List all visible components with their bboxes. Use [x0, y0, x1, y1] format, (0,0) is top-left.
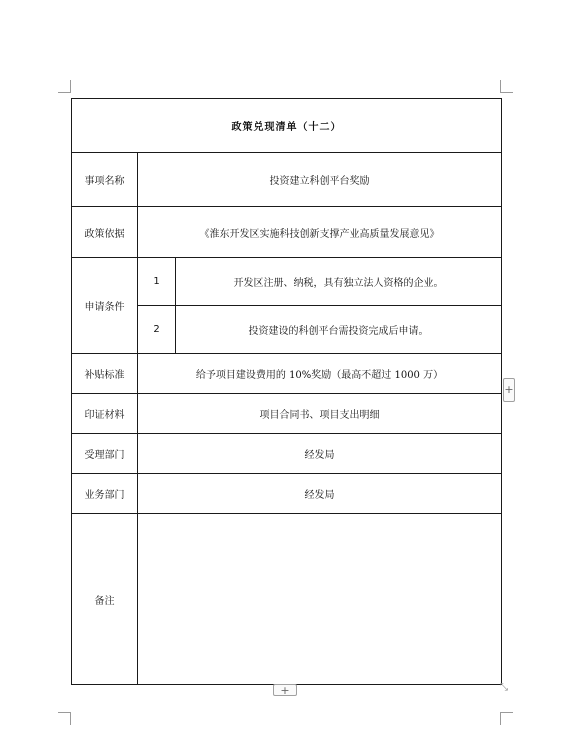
table-row [72, 258, 502, 306]
row-label-accept-dept[interactable]: 受理部门 [72, 434, 138, 474]
crop-mark-top-right [500, 80, 513, 93]
add-row-button[interactable] [273, 684, 297, 696]
table-row [72, 434, 502, 474]
row-label-evidence[interactable]: 印证材料 [72, 394, 138, 434]
condition-text[interactable]: 开发区注册、纳税，具有独立法人资格的企业。 [176, 258, 502, 306]
add-column-button[interactable] [503, 378, 515, 402]
table-row [72, 514, 502, 685]
table-row [72, 153, 502, 207]
table-row [72, 474, 502, 514]
row-label-subsidy[interactable]: 补贴标准 [72, 354, 138, 394]
row-label-item-name[interactable]: 事项名称 [72, 153, 138, 207]
item-name-value[interactable]: 投资建立科创平台奖励 [138, 153, 502, 207]
crop-mark-top-left [58, 80, 71, 93]
row-label-remarks[interactable]: 备注 [72, 514, 138, 685]
remarks-value[interactable] [138, 514, 502, 685]
subsidy-value[interactable]: 给予项目建设费用的 10%奖励（最高不超过 1000 万） [138, 354, 502, 394]
accept-dept-value[interactable]: 经发局 [138, 434, 502, 474]
business-dept-value[interactable]: 经发局 [138, 474, 502, 514]
row-label-policy-basis[interactable]: 政策依据 [72, 207, 138, 258]
condition-text[interactable]: 投资建设的科创平台需投资完成后申请。 [176, 306, 502, 354]
crop-mark-bottom-left [58, 712, 71, 725]
table-row [72, 99, 502, 153]
evidence-value[interactable]: 项目合同书、项目支出明细 [138, 394, 502, 434]
crop-mark-bottom-right [500, 712, 513, 725]
table-row [72, 394, 502, 434]
table-title[interactable]: 政策兑现清单（十二） [72, 99, 502, 153]
table-row [72, 354, 502, 394]
row-label-conditions[interactable]: 申请条件 [72, 258, 138, 354]
table-resize-handle[interactable] [500, 682, 514, 696]
resize-diagonal-icon: ⤡ [500, 682, 508, 693]
plus-icon: + [504, 383, 514, 396]
condition-number[interactable]: 1 [138, 258, 176, 306]
plus-icon: + [280, 684, 290, 697]
condition-number[interactable]: 2 [138, 306, 176, 354]
row-label-business-dept[interactable]: 业务部门 [72, 474, 138, 514]
policy-basis-value[interactable]: 《淮东开发区实施科技创新支撑产业高质量发展意见》 [138, 207, 502, 258]
table-row [72, 207, 502, 258]
policy-table [71, 98, 502, 685]
